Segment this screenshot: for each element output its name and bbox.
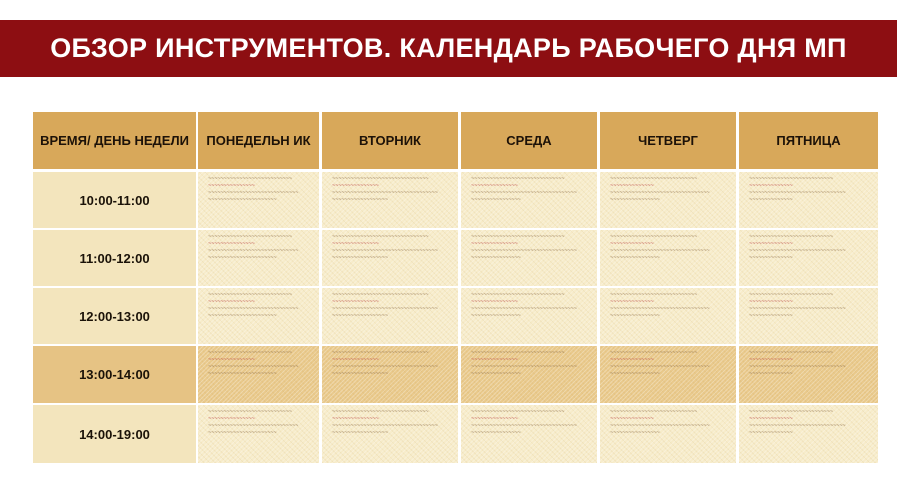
header-day-label: ЧЕТВЕРГ: [638, 133, 698, 148]
schedule-cell: ~~~~~~~~~~~~~~~~~~~~~~~~~~~~~~~ ~~~~~~~~~~~~~~~ ~~~~~~~~~~~~~~~~~~~~~~~~~~~~~~~~~~ ~~~~~~~~~~~~~~~~~~: [322, 288, 458, 344]
schedule-cell: ~~~~~~~~~~~~~~~~~~~~~~~~~~~~ ~~~~~~~~~~~~~~ ~~~~~~~~~~~~~~~~~~~~~~~~~~~~~~~~ ~~~~~~~~~~~~~~~~: [600, 230, 736, 286]
header-day-label: ПОНЕДЕЛЬН ИК: [206, 133, 311, 148]
schedule-cell: ~~~~~~~~~~~~~~~~~~~~~~~~~~~~ ~~~~~~~~~~~~~~ ~~~~~~~~~~~~~~~~~~~~~~~~~~~~~~~~ ~~~~~~~~~~~~~~~~: [600, 288, 736, 344]
header-day-monday: [198, 112, 319, 169]
time-slot: 11:00-12:00: [33, 230, 196, 286]
header-time-day-label: ВРЕМЯ/ ДЕНЬ НЕДЕЛИ: [40, 133, 189, 148]
header-day-label: ВТОРНИК: [359, 133, 421, 148]
schedule-cell: ~~~~~~~~~~~~~~~~~~~~~~~~~~~ ~~~~~~~~~~~~~~~ ~~~~~~~~~~~~~~~~~~~~~~~~~~~~~ ~~~~~~~~~~~~~~~~~~~~~~: [198, 288, 319, 344]
schedule-cell: ~~~~~~~~~~~~~~~~~~~~~~~~~~~ ~~~~~~~~~~~~~~ ~~~~~~~~~~~~~~~~~~~~~~~~~~~~~~~ ~~~~~~~~~~~~~~: [739, 288, 878, 344]
schedule-cell: ~~~~~~~~~~~~~~~~~~~~~~~~~~~~~~~ ~~~~~~~~~~~~~~~ ~~~~~~~~~~~~~~~~~~~~~~~~~~~~~~~~~~ ~~~~~~~~~~~~~~~~~~: [322, 405, 458, 463]
header-day-label: СРЕДА: [506, 133, 552, 148]
schedule-header-row: [33, 112, 878, 169]
header-day-thursday: [600, 112, 736, 169]
schedule-cell: ~~~~~~~~~~~~~~~~~~~~~~~~~~~~~~~ ~~~~~~~~~~~~~~~ ~~~~~~~~~~~~~~~~~~~~~~~~~~~~~~~~~~ ~~~~~~~~~~~~~~~~~~: [322, 230, 458, 286]
schedule-cell: ~~~~~~~~~~~~~~~~~~~~~~~~~~~~~~~ ~~~~~~~~~~~~~~~ ~~~~~~~~~~~~~~~~~~~~~~~~~~~~~~~~~~ ~~~~~~~~~~~~~~~~~~: [322, 346, 458, 403]
schedule-cell: ~~~~~~~~~~~~~~~~~~~~~~~~~~~~~~ ~~~~~~~~~~~~~~~ ~~~~~~~~~~~~~~~~~~~~~~~~~~~~~~~~~~ ~~~~~~~~~~~~~~~~: [461, 288, 597, 344]
page-title: ОБЗОР ИНСТРУМЕНТОВ. КАЛЕНДАРЬ РАБОЧЕГО ДНЯ МП: [50, 33, 847, 63]
time-slot: 14:00-19:00: [33, 405, 196, 463]
schedule-row: [33, 288, 878, 344]
schedule-cell: ~~~~~~~~~~~~~~~~~~~~~~~~~~~~ ~~~~~~~~~~~~~~ ~~~~~~~~~~~~~~~~~~~~~~~~~~~~~~~~ ~~~~~~~~~~~~~~~~: [600, 346, 736, 403]
time-slot: 10:00-11:00: [33, 172, 196, 228]
schedule-cell: ~~~~~~~~~~~~~~~~~~~~~~~~~~~ ~~~~~~~~~~~~~~~ ~~~~~~~~~~~~~~~~~~~~~~~~~~~~~ ~~~~~~~~~~~~~~~~~~~~~~: [198, 230, 319, 286]
schedule-cell: ~~~~~~~~~~~~~~~~~~~~~~~~~~~ ~~~~~~~~~~~~~~ ~~~~~~~~~~~~~~~~~~~~~~~~~~~~~~~ ~~~~~~~~~~~~~~: [739, 405, 878, 463]
schedule-cell: ~~~~~~~~~~~~~~~~~~~~~~~~~~~ ~~~~~~~~~~~~~~~ ~~~~~~~~~~~~~~~~~~~~~~~~~~~~~ ~~~~~~~~~~~~~~~~~~~~~~: [198, 405, 319, 463]
header-time-day: [33, 112, 196, 169]
header-day-friday: [739, 112, 878, 169]
schedule-row: [33, 230, 878, 286]
title-bar: [0, 20, 897, 77]
schedule-table: [33, 112, 878, 463]
time-slot: 12:00-13:00: [33, 288, 196, 344]
schedule-cell: ~~~~~~~~~~~~~~~~~~~~~~~~~~~~~~ ~~~~~~~~~~~~~~~ ~~~~~~~~~~~~~~~~~~~~~~~~~~~~~~~~~~ ~~~~~~~~~~~~~~~~: [461, 405, 597, 463]
schedule-cell: ~~~~~~~~~~~~~~~~~~~~~~~~~~~~~~ ~~~~~~~~~~~~~~~ ~~~~~~~~~~~~~~~~~~~~~~~~~~~~~~~~~~ ~~~~~~~~~~~~~~~~: [461, 230, 597, 286]
schedule-cell: ~~~~~~~~~~~~~~~~~~~~~~~~~~~~~~~ ~~~~~~~~~~~~~~~ ~~~~~~~~~~~~~~~~~~~~~~~~~~~~~~~~~~ ~~~~~~~~~~~~~~~~~~: [322, 172, 458, 228]
schedule-cell: ~~~~~~~~~~~~~~~~~~~~~~~~~~~~ ~~~~~~~~~~~~~~ ~~~~~~~~~~~~~~~~~~~~~~~~~~~~~~~~ ~~~~~~~~~~~~~~~~: [600, 405, 736, 463]
time-slot: 13:00-14:00: [33, 346, 196, 403]
schedule-cell: ~~~~~~~~~~~~~~~~~~~~~~~~~~~~~~ ~~~~~~~~~~~~~~~ ~~~~~~~~~~~~~~~~~~~~~~~~~~~~~~~~~~ ~~~~~~~~~~~~~~~~: [461, 172, 597, 228]
schedule-cell: ~~~~~~~~~~~~~~~~~~~~~~~~~~~ ~~~~~~~~~~~~~~ ~~~~~~~~~~~~~~~~~~~~~~~~~~~~~~~ ~~~~~~~~~~~~~~: [739, 172, 878, 228]
schedule-cell: ~~~~~~~~~~~~~~~~~~~~~~~~~~~~ ~~~~~~~~~~~~~~ ~~~~~~~~~~~~~~~~~~~~~~~~~~~~~~~~ ~~~~~~~~~~~~~~~~: [600, 172, 736, 228]
header-day-label: ПЯТНИЦА: [776, 133, 841, 148]
schedule-cell: ~~~~~~~~~~~~~~~~~~~~~~~~~~~ ~~~~~~~~~~~~~~ ~~~~~~~~~~~~~~~~~~~~~~~~~~~~~~~ ~~~~~~~~~~~~~~: [739, 230, 878, 286]
schedule-cell: ~~~~~~~~~~~~~~~~~~~~~~~~~~~~~~ ~~~~~~~~~~~~~~~ ~~~~~~~~~~~~~~~~~~~~~~~~~~~~~~~~~~ ~~~~~~~~~~~~~~~~: [461, 346, 597, 403]
schedule-cell: ~~~~~~~~~~~~~~~~~~~~~~~~~~~ ~~~~~~~~~~~~~~ ~~~~~~~~~~~~~~~~~~~~~~~~~~~~~~~ ~~~~~~~~~~~~~~: [739, 346, 878, 403]
schedule-cell: ~~~~~~~~~~~~~~~~~~~~~~~~~~~ ~~~~~~~~~~~~~~~ ~~~~~~~~~~~~~~~~~~~~~~~~~~~~~ ~~~~~~~~~~~~~~~~~~~~~~: [198, 346, 319, 403]
header-day-wednesday: [461, 112, 597, 169]
header-day-tuesday: [322, 112, 458, 169]
schedule-row-highlighted: [33, 346, 878, 403]
schedule-cell: ~~~~~~~~~~~~~~~~~~~~~~~~~~~ ~~~~~~~~~~~~~~~ ~~~~~~~~~~~~~~~~~~~~~~~~~~~~~ ~~~~~~~~~~~~~~~~~~~~~~: [198, 172, 319, 228]
schedule-row: [33, 405, 878, 463]
schedule-row: [33, 172, 878, 228]
